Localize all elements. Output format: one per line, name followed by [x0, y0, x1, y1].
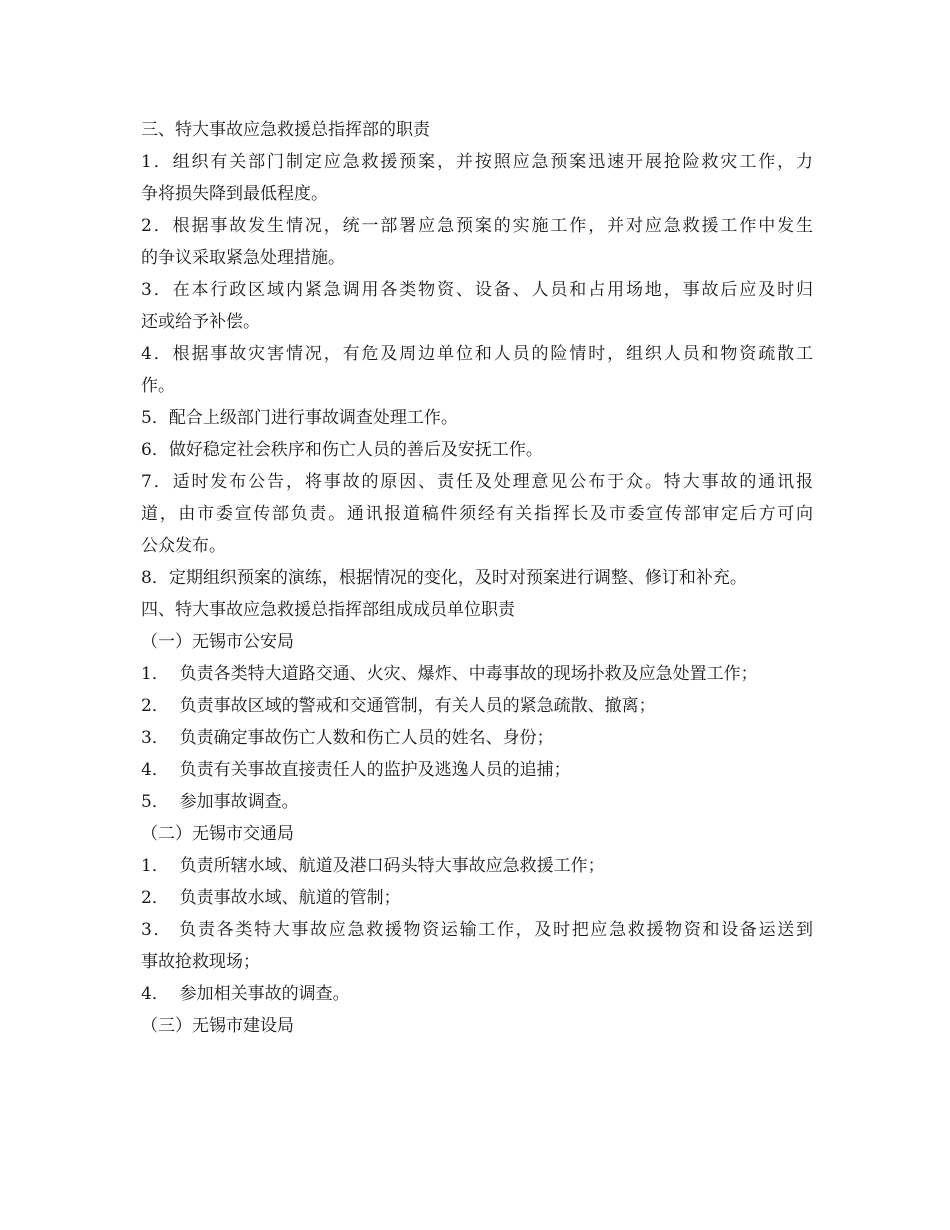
transport-duty-3-line-1: 3． 负责各类特大事故应急救援物资运输工作，及时把应急救援物资和设备运送到 — [141, 920, 813, 940]
duty-7-line-1: 7．适时发布公告，将事故的原因、责任及处理意见公布于众。特大事故的通讯报 — [141, 472, 813, 492]
police-duty-4: 4． 负责有关事故直接责任人的监护及逃逸人员的追捕； — [141, 760, 571, 780]
police-duty-3: 3． 负责确定事故伤亡人数和伤亡人员的姓名、身份； — [141, 728, 554, 748]
duty-4-line-1: 4．根据事故灾害情况，有危及周边单位和人员的险情时，组织人员和物资疏散工 — [141, 344, 813, 364]
duty-1-line-1: 1．组织有关部门制定应急救援预案，并按照应急预案迅速开展抢险救灾工作，力 — [141, 152, 813, 172]
duty-3-line-1: 3．在本行政区域内紧急调用各类物资、设备、人员和占用场地，事故后应及时归 — [141, 280, 813, 300]
section-heading-3: 三、特大事故应急救援总指挥部的职责 — [141, 120, 430, 140]
duty-4-line-2: 作。 — [141, 376, 175, 396]
transport-duty-1: 1． 负责所辖水域、航道及港口码头特大事故应急救援工作； — [141, 856, 605, 876]
duty-8: 8．定期组织预案的演练，根据情况的变化，及时对预案进行调整、修订和补充。 — [141, 568, 747, 588]
transport-duty-4: 4． 参加相关事故的调查。 — [141, 984, 350, 1004]
duty-6: 6．做好稳定社会秩序和伤亡人员的善后及安抚工作。 — [141, 440, 543, 460]
transport-duty-2: 2． 负责事故水域、航道的管制； — [141, 888, 401, 908]
duty-5: 5．配合上级部门进行事故调查处理工作。 — [141, 408, 458, 428]
subsection-heading-police: （一）无锡市公安局 — [141, 632, 294, 652]
police-duty-2: 2． 负责事故区域的警戒和交通管制，有关人员的紧急疏散、撤离； — [141, 696, 656, 716]
police-duty-1: 1． 负责各类特大道路交通、火灾、爆炸、中毒事故的现场扑救及应急处置工作； — [141, 664, 758, 684]
document-body — [141, 114, 813, 1042]
transport-duty-3-line-2: 事故抢救现场； — [141, 952, 260, 972]
subsection-heading-transport: （二）无锡市交通局 — [141, 824, 294, 844]
police-duty-5: 5． 参加事故调查。 — [141, 792, 299, 812]
duty-2-line-2: 的争议采取紧急处理措施。 — [141, 248, 345, 268]
duty-3-line-2: 还或给予补偿。 — [141, 312, 260, 332]
section-heading-4: 四、特大事故应急救援总指挥部组成成员单位职责 — [141, 600, 515, 620]
duty-7-line-2: 道，由市委宣传部负责。通讯报道稿件须经有关指挥长及市委宣传部审定后方可向 — [141, 504, 813, 524]
subsection-heading-construction: （三）无锡市建设局 — [141, 1016, 294, 1036]
duty-1-line-2: 争将损失降到最低程度。 — [141, 184, 328, 204]
duty-2-line-1: 2．根据事故发生情况，统一部署应急预案的实施工作，并对应急救援工作中发生 — [141, 216, 813, 236]
duty-7-line-3: 公众发布。 — [141, 536, 226, 556]
